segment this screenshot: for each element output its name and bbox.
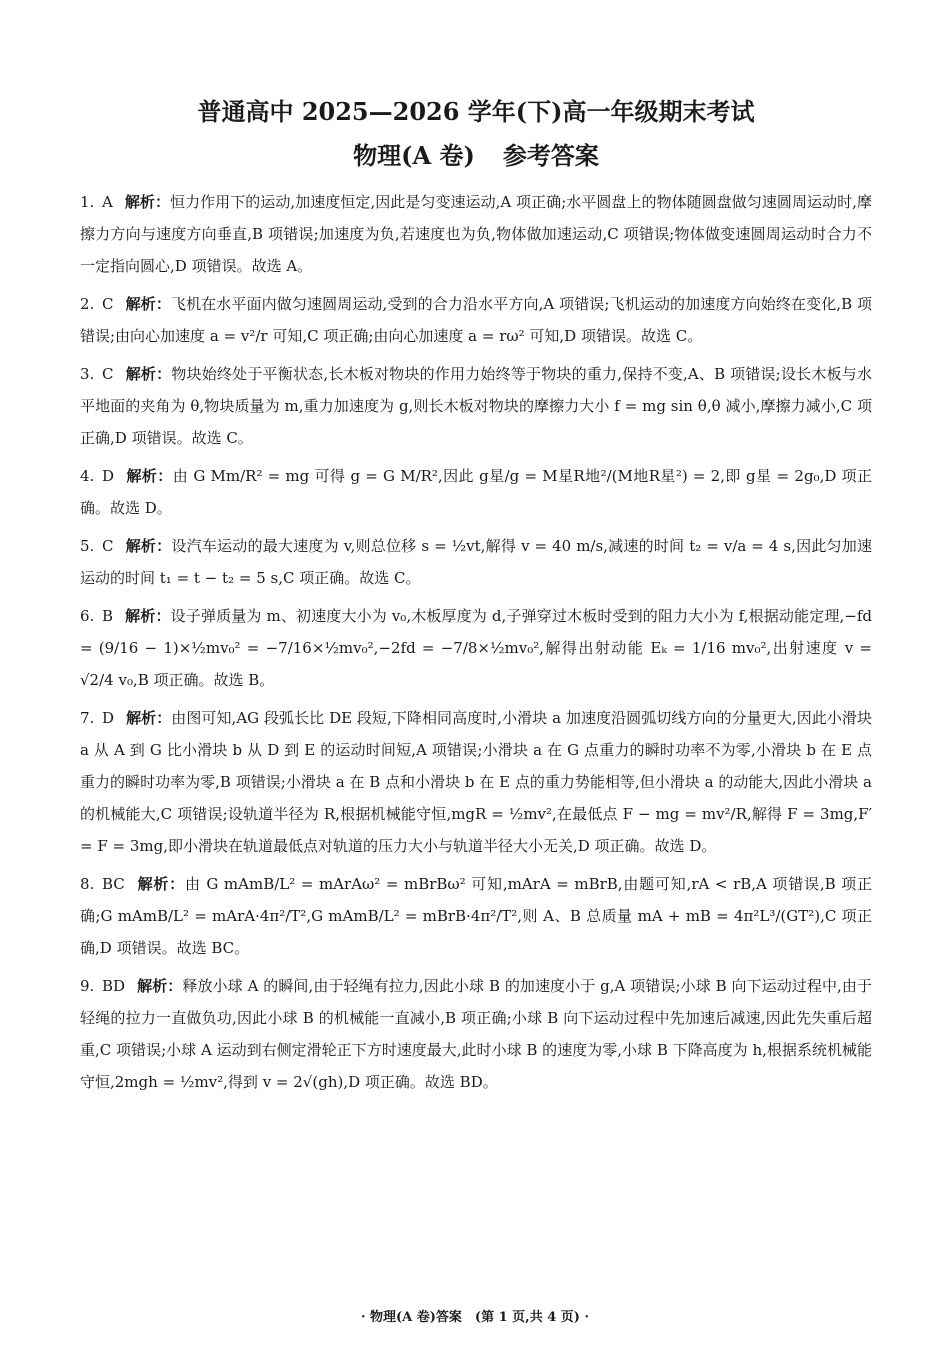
answer-item-7 [80,702,872,862]
analysis-text: 由 G Mm/R² = mg 可得 g = G M/R²,因此 g星/g = M星R地²/(M地R星²) = 2,即 g星 = 2g₀,D 项正确。故选 D。 [80,467,872,517]
analysis-label: 解析： [126,709,172,727]
analysis-label: 解析： [136,875,185,893]
answer-choice: B [102,607,114,625]
analysis-text: 设汽车运动的最大速度为 v,则总位移 s = ½vt,解得 v = 40 m/s,减速的时间 t₂ = v/a = 4 s,因此匀加速运动的时间 t₁ = t − t₂ = 5 s,C 项正确。故选 C。 [80,537,872,587]
analysis-text: 物块始终处于平衡状态,长木板对物块的作用力始终等于物块的重力,保持不变,A、B 项错误;设长木板与水平地面的夹角为 θ,物块质量为 m,重力加速度为 g,则长木板对物块的摩擦力大小 f = mg sin θ,θ 减小,摩擦力减小,C 项正确,D 项错误。故选 C。 [80,365,872,447]
analysis-text: 飞机在水平面内做匀速圆周运动,受到的合力沿水平方向,A 项错误;飞机运动的加速度方向始终在变化,B 项错误;由向心加速度 a = v²/r 可知,C 项正确;由向心加速度 a = rω² 可知,D 项错误。故选 C。 [80,295,872,345]
analysis-label: 解析： [137,977,183,995]
answer-item-1 [80,186,872,282]
question-number: 4. [80,467,95,485]
answer-choice: C [102,365,114,383]
question-number: 8. [80,875,95,893]
subject-label: 物理(A 卷) [353,141,475,170]
answer-choice: BD [102,977,126,995]
analysis-label: 解析： [125,365,172,383]
answer-choice: C [102,537,114,555]
answer-choice: BC [102,875,125,893]
answer-choice: A [102,193,113,211]
question-number: 2. [80,295,95,313]
page-footer: · 物理(A 卷)答案 (第 1 页,共 4 页) · [360,1310,590,1325]
analysis-label: 解析： [125,607,171,625]
answer-choice: D [102,709,115,727]
question-number: 9. [80,977,95,995]
answer-item-9 [80,970,872,1098]
analysis-label: 解析： [125,537,172,555]
analysis-text: 恒力作用下的运动,加速度恒定,因此是匀变速运动,A 项正确;水平圆盘上的物体随圆盘做匀速圆周运动时,摩擦力方向与速度方向垂直,B 项错误;加速度为负,若速度也为负,物体做加速运动,C 项错误;物体做变速圆周运动时合力不一定指向圆心,D 项错误。故选 A。 [80,193,872,275]
answer-choice: C [102,295,114,313]
analysis-text: 由 G mAmB/L² = mArAω² = mBrBω² 可知,mArA = mBrB,由题可知,rA < rB,A 项错误,B 项正确;G mAmB/L² = mArA·4π²/T²,G mAmB/L² = mBrB·4π²/T²,则 A、B 总质量 mA + mB = 4π²L³/(GT²),C 项正确,D 项错误。故选 BC。 [80,875,872,957]
question-number: 3. [80,365,95,383]
answer-item-6 [80,600,872,696]
answer-choice: D [102,467,115,485]
question-number: 5. [80,537,95,555]
answer-item-8 [80,868,872,964]
analysis-text: 由图可知,AG 段弧长比 DE 段短,下降相同高度时,小滑块 a 加速度沿圆弧切线方向的分量更大,因此小滑块 a 从 A 到 G 比小滑块 b 从 D 到 E 的运动时间短,A 项错误;小滑块 a 在 G 点重力的瞬时功率不为零,小滑块 b 在 E 点重力的瞬时功率为零,B 项错误;小滑块 a 在 B 点和小滑块 b 在 E 点的重力势能相等,但小滑块 a 的动能大,因此小滑块 a 的机械能大,C 项错误;设轨道半径为 R,根据机械能守恒,mgR = ½mv²,在最低点 F − mg = mv²/R,解得 F = 3mg,F′ = F = 3mg,即小滑块在轨道最低点对轨道的压力大小与轨道半径大小无关,D 项正确。故选 D。 [80,709,872,855]
page-subtitle [80,140,872,172]
analysis-label: 解析： [125,295,171,313]
answer-item-5 [80,530,872,594]
question-number: 1. [80,193,95,211]
answer-item-3 [80,358,872,454]
analysis-label: 解析： [126,467,173,485]
question-number: 6. [80,607,95,625]
analysis-label: 解析： [124,193,171,211]
answer-item-2 [80,288,872,352]
answer-item-4 [80,460,872,524]
answer-key-label: 参考答案 [502,141,599,170]
analysis-text: 释放小球 A 的瞬间,由于轻绳有拉力,因此小球 B 的加速度小于 g,A 项错误;小球 B 向下运动过程中,由于轻绳的拉力一直做负功,因此小球 B 的机械能一直减小,B 项正确;小球 B 向下运动过程中先加速后减速,因此先失重后超重,C 项错误;小球 A 运动到右侧定滑轮正下方时速度最大,此时小球 B 的速度为零,小球 B 下降高度为 h,根据系统机械能守恒,2mgh = ½mv²,得到 v = 2√(gh),D 项正确。故选 BD。 [80,977,872,1091]
analysis-text: 设子弹质量为 m、初速度大小为 v₀,木板厚度为 d,子弹穿过木板时受到的阻力大小为 f,根据动能定理,−fd = (9/16 − 1)×½mv₀² = −7/16×½mv₀²,−2fd = −7/8×½mv₀²,解得出射动能 Eₖ = 1/16 mv₀²,出射速度 v = √2/4 v₀,B 项正确。故选 B。 [80,607,872,689]
page-title: 普通高中 2025—2026 学年(下)高一年级期末考试 [197,97,755,126]
question-number: 7. [80,709,95,727]
